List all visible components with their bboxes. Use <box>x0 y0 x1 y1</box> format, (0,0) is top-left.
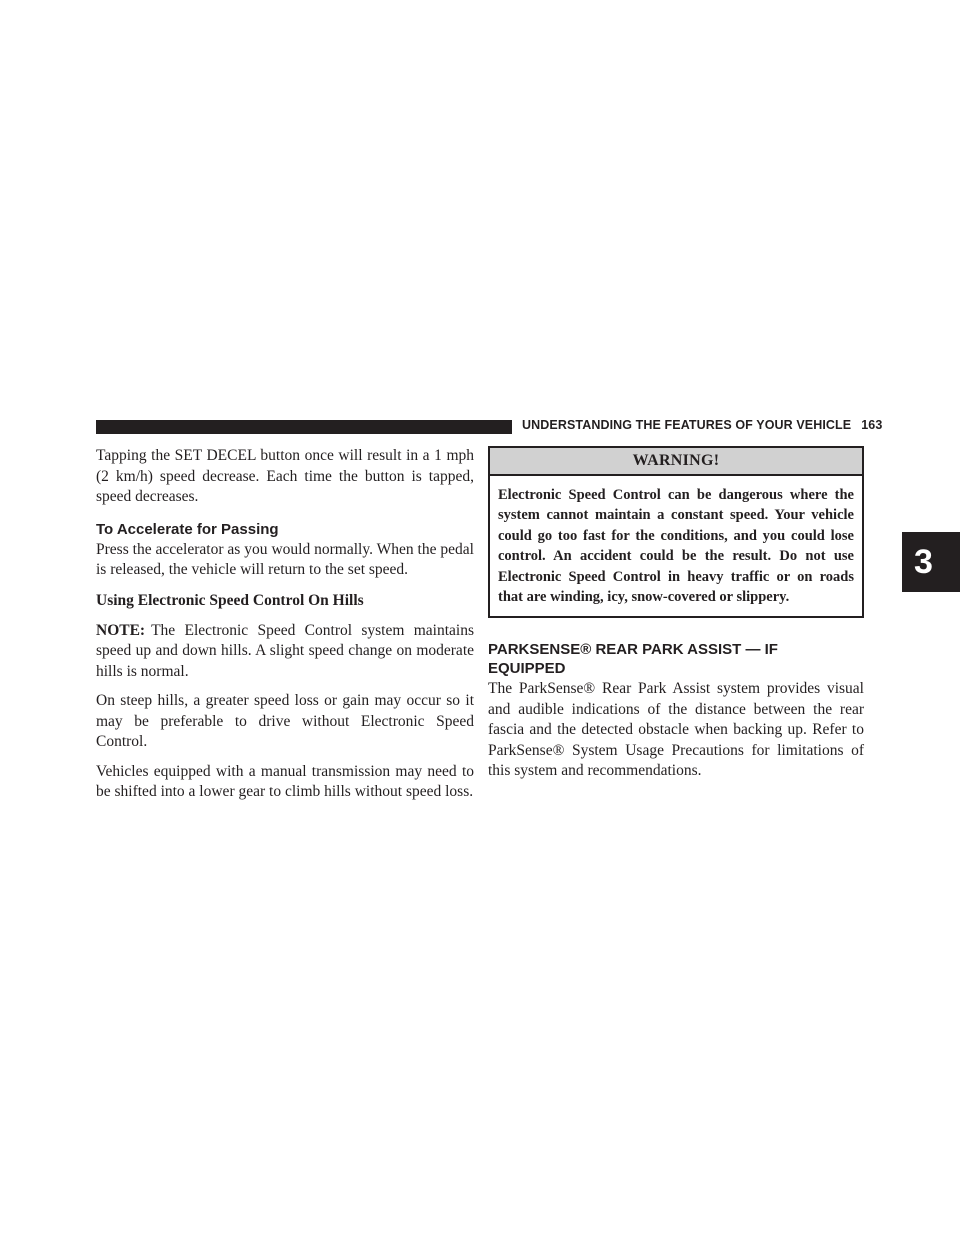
page-number: 163 <box>861 418 883 432</box>
warning-title: WARNING! <box>490 448 862 476</box>
paragraph-set-decel: Tapping the SET DECEL button once will result in a 1 mph (2 km/h) speed decrease. Each time the button is tapped, speed decreases. <box>96 447 474 505</box>
warning-text: Electronic Speed Control can be dangerous where the system cannot maintain a constant speed. Your vehicle could go too fast for the conditions, and you could lose control. An accident could be the result. Do not use Electronic Speed Control in heavy traffic or on roads that are winding, icy, snow-covered or slippery. <box>498 487 854 606</box>
left-column <box>96 446 474 803</box>
paragraph-parksense: The ParkSense® Rear Park Assist system provides visual and audible indications of the distance between the rear fascia and the detected obstacle when backing up. Refer to ParkSense® System Usage Precautions for limitations of this system and recommendations. <box>488 680 864 780</box>
running-header <box>522 418 882 432</box>
paragraph-accelerate: Press the accelerator as you would normally. When the pedal is released, the vehicle will return to the set speed. <box>96 540 474 578</box>
section-title: UNDERSTANDING THE FEATURES OF YOUR VEHICLE <box>522 418 852 432</box>
chapter-number: 3 <box>914 542 933 581</box>
note-text: The Electronic Speed Control system maintains speed up and down hills. A slight speed change on moderate hills is normal. <box>96 621 474 680</box>
heading-parksense: PARKSENSE® REAR PARK ASSIST — IF EQUIPPED <box>488 641 778 678</box>
note-label: NOTE: <box>96 621 146 639</box>
warning-box <box>488 446 864 618</box>
paragraph-steep-hills: On steep hills, a greater speed loss or gain may occur so it may be preferable to drive without Electronic Speed Control. <box>96 692 474 750</box>
chapter-tab <box>902 532 960 592</box>
note-paragraph <box>96 621 474 683</box>
heading-accelerate-passing: To Accelerate for Passing <box>96 520 279 538</box>
heading-hills: Using Electronic Speed Control On Hills <box>96 591 364 609</box>
paragraph-manual-transmission: Vehicles equipped with a manual transmission may need to be shifted into a lower gear to climb hills without speed loss. <box>96 762 474 800</box>
header-rule <box>96 420 512 434</box>
right-column <box>488 446 864 782</box>
